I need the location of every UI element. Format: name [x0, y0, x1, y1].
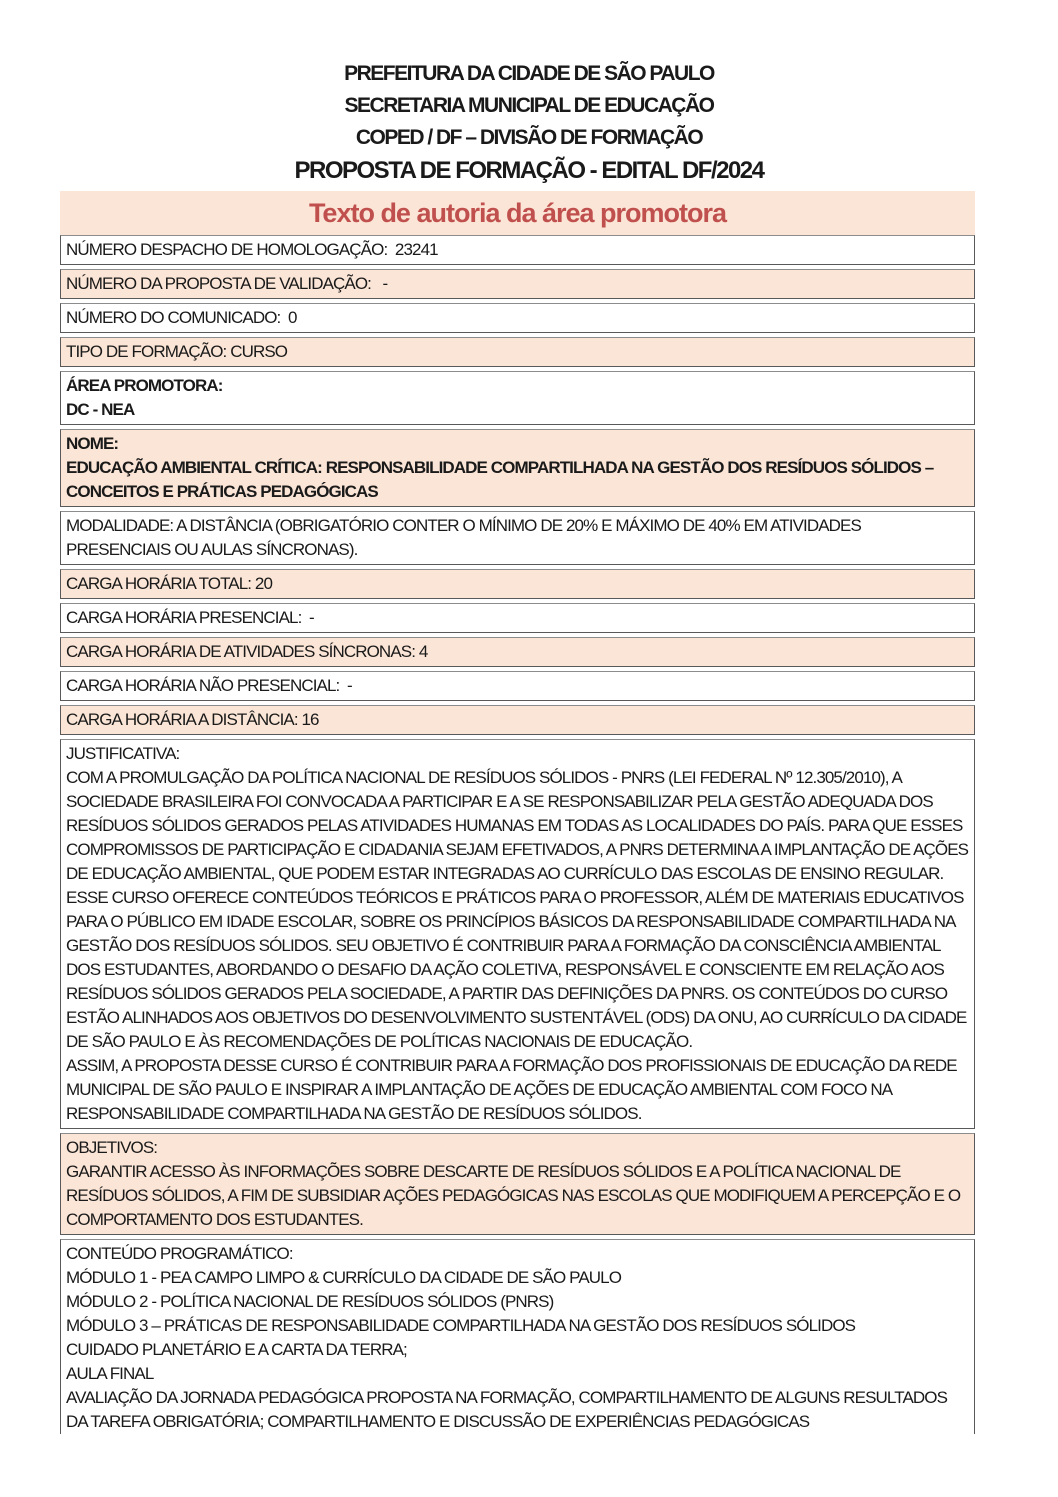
- table-row-text: EDUCAÇÃO AMBIENTAL CRÍTICA: RESPONSABILIDADE COMPARTILHADA NA GESTÃO DOS RESÍDUOS SÓLIDOS – CONCEITOS E PRÁTICAS PEDAGÓGICAS: [66, 458, 938, 501]
- table-row-objetivos: [60, 1133, 975, 1235]
- table-row-tipo-formacao: [60, 337, 975, 367]
- table-row-text: NOME:: [66, 434, 119, 453]
- table-row-text: MÓDULO 1 - PEA CAMPO LIMPO & CURRÍCULO DA CIDADE DE SÃO PAULO: [66, 1268, 622, 1287]
- table-row-text: CUIDADO PLANETÁRIO E A CARTA DA TERRA;: [66, 1340, 407, 1359]
- table-row-text: CONTEÚDO PROGRAMÁTICO:: [66, 1244, 293, 1263]
- author-banner-text: Texto de autoria da área promotora: [308, 198, 727, 228]
- table-row-text: JUSTIFICATIVA:: [66, 744, 180, 763]
- table-row-carga-horaria-nao-presencial: [60, 671, 975, 701]
- document-header: [0, 0, 1058, 188]
- author-banner: [60, 191, 975, 235]
- table-row-text: GARANTIR ACESSO ÀS INFORMAÇÕES SOBRE DESCARTE DE RESÍDUOS SÓLIDOS E A POLÍTICA NACIONAL DE RESÍDUOS SÓLIDOS, A FIM DE SUBSIDIAR AÇÕES PEDAGÓGICAS NAS ESCOLAS QUE MODIFIQUEM A PERCEPÇÃO E O COMPORTAMENTO DOS ESTUDANTES.: [66, 1162, 965, 1229]
- table-row-text: CARGA HORÁRIA A DISTÂNCIA: 16: [66, 710, 319, 729]
- table-row-text: NÚMERO DA PROPOSTA DE VALIDAÇÃO: -: [66, 274, 388, 293]
- table-row-numero-comunicado: [60, 303, 975, 333]
- header-line-secretaria: SECRETARIA MUNICIPAL DE EDUCAÇÃO: [344, 94, 714, 117]
- header-line-prefeitura: PREFEITURA DA CIDADE DE SÃO PAULO: [344, 62, 714, 85]
- table-row-nome: [60, 429, 975, 507]
- table-row-text: COM A PROMULGAÇÃO DA POLÍTICA NACIONAL DE RESÍDUOS SÓLIDOS - PNRS (LEI FEDERAL Nº 12.305/2010), A SOCIEDADE BRASILEIRA FOI CONVOCADA A PARTICIPAR E A SE RESPONSABILIZAR PELA GESTÃO ADEQUADA DOS RESÍDUOS SÓLIDOS GERADOS PELAS ATIVIDADES HUMANAS EM TODAS AS LOCALIDADES DO PAÍS. PARA QUE ESSES COMPROMISSOS DE PARTICIPAÇÃO E CIDADANIA SEJAM EFETIVADOS, A PNRS DETERMINA A IMPLANTAÇÃO DE AÇÕES DE EDUCAÇÃO AMBIENTAL, QUE PODEM ESTAR INTEGRADAS AO CURRÍCULO DAS ESCOLAS DE ENSINO REGULAR.: [66, 768, 972, 883]
- table-row-text: ÁREA PROMOTORA:: [66, 376, 223, 395]
- table-row-text: CARGA HORÁRIA TOTAL: 20: [66, 574, 273, 593]
- header-line-proposta: PROPOSTA DE FORMAÇÃO - EDITAL DF/2024: [294, 157, 764, 184]
- table-row-text: ESSE CURSO OFERECE CONTEÚDOS TEÓRICOS E PRÁTICOS PARA O PROFESSOR, ALÉM DE MATERIAIS EDUCATIVOS PARA O PÚBLICO EM IDADE ESCOLAR, SOBRE OS PRINCÍPIOS BÁSICOS DA RESPONSABILIDADE COMPARTILHADA NA GESTÃO DOS RESÍDUOS SÓLIDOS. SEU OBJETIVO É CONTRIBUIR PARA A FORMAÇÃO DA CONSCIÊNCIA AMBIENTAL DOS ESTUDANTES, ABORDANDO O DESAFIO DA AÇÃO COLETIVA, RESPONSÁVEL E CONSCIENTE EM RELAÇÃO AOS RESÍDUOS SÓLIDOS GERADOS PELA SOCIEDADE, A PARTIR DAS DEFINIÇÕES DA PNRS. OS CONTEÚDOS DO CURSO ESTÃO ALINHADOS AOS OBJETIVOS DO DESENVOLVIMENTO SUSTENTÁVEL (ODS) DA ONU, AO CURRÍCULO DA CIDADE DE SÃO PAULO E ÀS RECOMENDAÇÕES DE POLÍTICAS NACIONAIS DE EDUCAÇÃO.: [66, 888, 971, 1051]
- table-row-area-promotora: [60, 371, 975, 425]
- table-row-carga-horaria-total: [60, 569, 975, 599]
- table-row-text: MODALIDADE: A DISTÂNCIA (OBRIGATÓRIO CONTER O MÍNIMO DE 20% E MÁXIMO DE 40% EM ATIVIDADES PRESENCIAIS OU AULAS SÍNCRONAS).: [66, 516, 865, 559]
- table-row-text: CARGA HORÁRIA PRESENCIAL: -: [66, 608, 314, 627]
- table-row-text: CARGA HORÁRIA NÃO PRESENCIAL: -: [66, 676, 352, 695]
- table-row-carga-horaria-atividades-sincronas: [60, 637, 975, 667]
- table-row-modalidade: [60, 511, 975, 565]
- table-row-text: MÓDULO 2 - POLÍTICA NACIONAL DE RESÍDUOS SÓLIDOS (PNRS): [66, 1292, 554, 1311]
- table-row-text: AVALIAÇÃO DA JORNADA PEDAGÓGICA PROPOSTA NA FORMAÇÃO, COMPARTILHAMENTO DE ALGUNS RESULTADOS DA TAREFA OBRIGATÓRIA; COMPARTILHAMENTO E DISCUSSÃO DE EXPERIÊNCIAS PEDAGÓGICAS: [66, 1388, 951, 1431]
- table-row-conteudo-programatico: [60, 1239, 975, 1434]
- table-row-text: NÚMERO DO COMUNICADO: 0: [66, 308, 297, 327]
- table-row-text: ASSIM, A PROPOSTA DESSE CURSO É CONTRIBUIR PARA A FORMAÇÃO DOS PROFISSIONAIS DE EDUCAÇÃO DA REDE MUNICIPAL DE SÃO PAULO E INSPIRAR A IMPLANTAÇÃO DE AÇÕES DE EDUCAÇÃO AMBIENTAL COM FOCO NA RESPONSABILIDADE COMPARTILHADA NA GESTÃO DE RESÍDUOS SÓLIDOS.: [66, 1056, 961, 1123]
- table-row-numero-proposta-validacao: [60, 269, 975, 299]
- header-line-coped: COPED / DF – DIVISÃO DE FORMAÇÃO: [355, 126, 703, 149]
- form-table: [60, 235, 975, 1434]
- table-row-numero-despacho-homologacao: [60, 235, 975, 265]
- table-row-text: TIPO DE FORMAÇÃO: CURSO: [66, 342, 288, 361]
- table-row-carga-horaria-presencial: [60, 603, 975, 633]
- table-row-carga-horaria-a-distancia: [60, 705, 975, 735]
- table-row-text: CARGA HORÁRIA DE ATIVIDADES SÍNCRONAS: 4: [66, 642, 428, 661]
- table-row-text: MÓDULO 3 – PRÁTICAS DE RESPONSABILIDADE COMPARTILHADA NA GESTÃO DOS RESÍDUOS SÓLIDOS: [66, 1316, 856, 1335]
- table-row-justificativa: [60, 739, 975, 1129]
- table-row-text: DC - NEA: [66, 400, 135, 419]
- table-row-text: NÚMERO DESPACHO DE HOMOLOGAÇÃO: 23241: [66, 240, 438, 259]
- table-row-text: OBJETIVOS:: [66, 1138, 158, 1157]
- table-row-text: AULA FINAL: [66, 1364, 154, 1383]
